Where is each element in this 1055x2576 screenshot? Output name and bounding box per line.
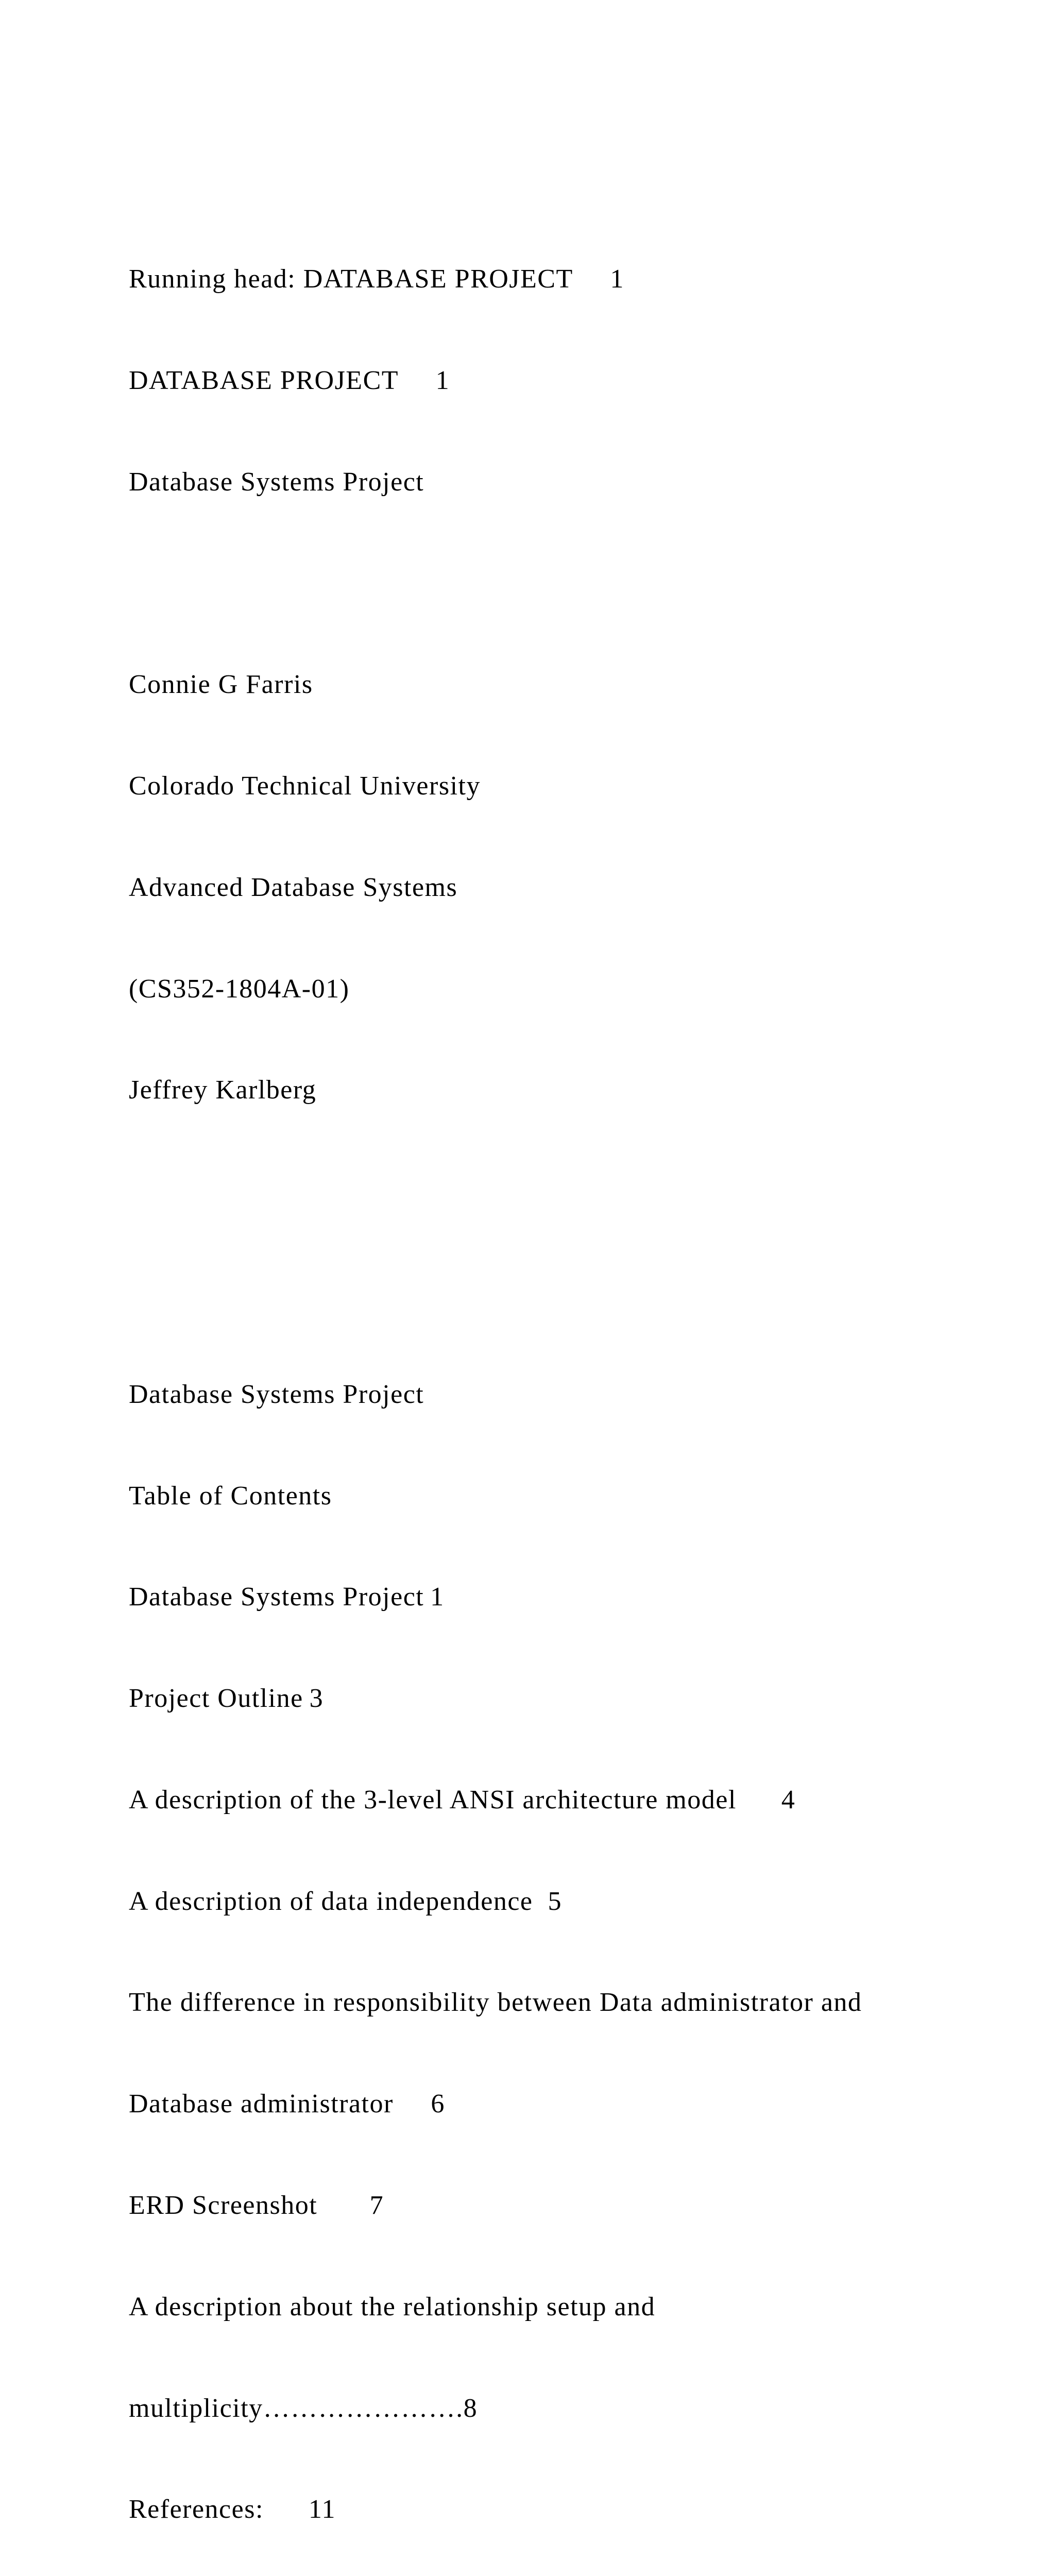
title: Database Systems Project (129, 467, 424, 497)
toc-entry: References: 11 (129, 2495, 336, 2524)
institution: Colorado Technical University (129, 771, 481, 801)
author: Connie G Farris (129, 670, 313, 700)
toc-entry: A description of the 3-level ANSI architecture model 4 (129, 1785, 796, 1815)
course-code: (CS352-1804A-01) (129, 974, 350, 1004)
toc-entry: Database Systems Project 1 (129, 1582, 445, 1612)
spacer (129, 1175, 862, 1209)
instructor: Jeffrey Karlberg (129, 1075, 317, 1105)
toc-entry: A description of data independence 5 (129, 1886, 563, 1916)
course: Advanced Database Systems (129, 872, 458, 902)
toc-entry: The difference in responsibility between Data administrator and (129, 1988, 862, 2018)
document-body (129, 195, 862, 2576)
toc-heading: Table of Contents (129, 1481, 332, 1511)
toc-entry: ERD Screenshot 7 (129, 2191, 384, 2221)
page-header: DATABASE PROJECT 1 (129, 365, 450, 395)
section-title: Database Systems Project (129, 1379, 424, 1409)
spacer (129, 1276, 862, 1310)
toc-entry: A description about the relationship setup and (129, 2292, 656, 2321)
spacer (129, 567, 862, 601)
toc-entry: multiplicity………………….8 (129, 2393, 478, 2423)
running-head: Running head: DATABASE PROJECT 1 (129, 264, 624, 294)
toc-entry: Project Outline 3 (129, 1684, 324, 1714)
toc-entry: Database administrator 6 (129, 2089, 445, 2119)
